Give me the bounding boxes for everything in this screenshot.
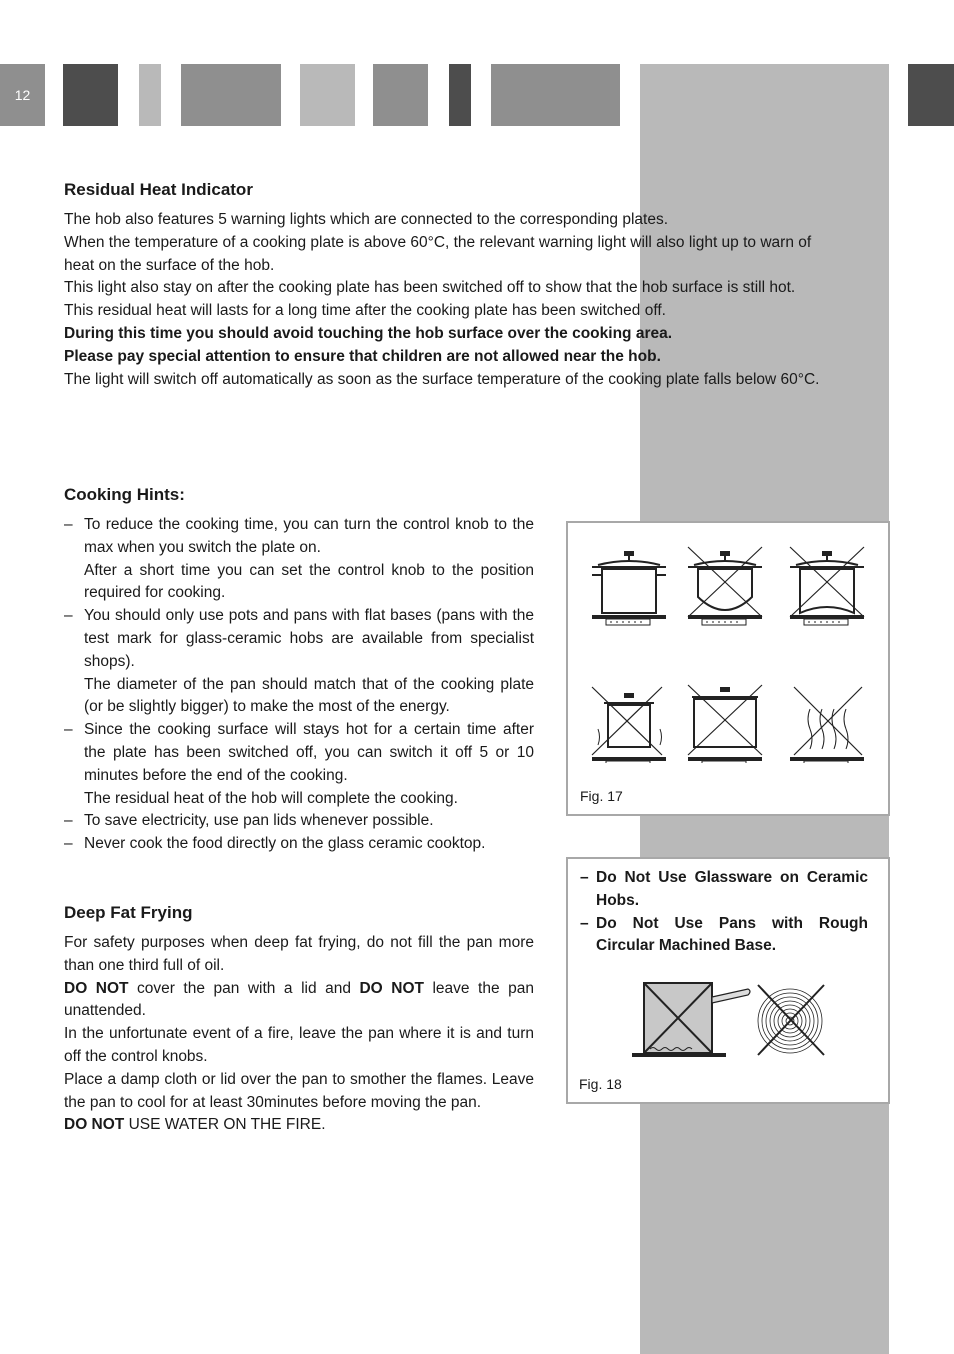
deep-fat-frying-text bbox=[64, 932, 534, 1137]
residual-warning-2: Please pay special attention to ensure that children are not allowed near the hob. bbox=[64, 347, 661, 365]
frying-p2: DO NOT cover the pan with a lid and DO NOT leave the pan unattended. bbox=[64, 979, 534, 1020]
figure-17 bbox=[566, 521, 890, 816]
correct-pan-icon bbox=[592, 551, 666, 625]
residual-p3: This light also stay on after the cooking plate has been switched off to show that the hob surface is still hot. bbox=[64, 279, 796, 297]
warning-item: – Do Not Use Glassware on Ceramic Hobs. bbox=[580, 869, 868, 909]
concave-base-pan-crossed-icon bbox=[790, 547, 864, 625]
list-item: – You should only use pots and pans with flat bases (pans with the test mark for glass-ceramic hobs are available from specialist shops). bbox=[64, 607, 534, 670]
small-pan-crossed-icon bbox=[592, 687, 666, 763]
figure-17-caption: Fig. 17 bbox=[580, 788, 623, 804]
header-block bbox=[449, 64, 471, 126]
rounded-base-pan-crossed-icon bbox=[688, 547, 762, 625]
list-item: – To save electricity, use pan lids whenever possible. bbox=[64, 812, 434, 830]
list-item: – Never cook the food directly on the glass ceramic cooktop. bbox=[64, 835, 486, 853]
list-item-continued: After a short time you can set the control knob to the position required for cooking. bbox=[84, 561, 534, 602]
list-item: – To reduce the cooking time, you can turn the control knob to the max when you switch the plate on. bbox=[64, 516, 534, 556]
empty-plate-crossed-icon bbox=[790, 687, 864, 763]
warning-item: – Do Not Use Pans with Rough Circular Machined Base. bbox=[580, 914, 868, 955]
page-number: 12 bbox=[0, 64, 45, 126]
pan-usage-illustration bbox=[568, 523, 888, 763]
residual-heat-text bbox=[64, 209, 829, 391]
residual-heat-heading: Residual Heat Indicator bbox=[64, 180, 253, 199]
header-block bbox=[63, 64, 118, 126]
residual-p4: This residual heat will lasts for a long time after the cooking plate has been switched off. bbox=[64, 302, 666, 320]
header-block bbox=[300, 64, 355, 126]
cooking-hints-list bbox=[64, 514, 534, 856]
residual-p1: The hob also features 5 warning lights which are connected to the corresponding plates. bbox=[64, 211, 669, 228]
deep-fat-frying-heading: Deep Fat Frying bbox=[64, 903, 193, 922]
frying-p1: For safety purposes when deep fat frying, do not fill the pan more than one third full of oil. bbox=[64, 934, 534, 974]
header-block bbox=[908, 64, 954, 126]
header-block bbox=[373, 64, 428, 126]
large-pan-crossed-icon bbox=[688, 685, 762, 763]
figure-18-warnings bbox=[580, 867, 868, 958]
header-block bbox=[491, 64, 620, 126]
frying-p4: Place a damp cloth or lid over the pan to smother the flames. Leave the pan to cool for at least 30minutes before moving the pan. bbox=[64, 1070, 534, 1111]
list-item-continued: The residual heat of the hob will complete the cooking. bbox=[84, 789, 458, 807]
cooking-hints-heading: Cooking Hints: bbox=[64, 485, 185, 504]
list-item: – Since the cooking surface will stays hot for a certain time after the plate has been switched off, you can switch it off 5 or 10 minutes before the end of the cooking. bbox=[64, 721, 534, 784]
residual-p5: The light will switch off automatically as soon as the surface temperature of the cooking plate falls below 60°C. bbox=[64, 370, 820, 388]
list-item-continued: The diameter of the pan should match that of the cooking plate (or be slightly bigger) to make the most of the energy. bbox=[84, 675, 534, 716]
figure-18-caption: Fig. 18 bbox=[579, 1076, 622, 1092]
glassware-and-rough-base-illustration bbox=[630, 979, 830, 1059]
residual-warning-1: During this time you should avoid touching the hob surface over the cooking area. bbox=[64, 324, 673, 342]
residual-p2: When the temperature of a cooking plate is above 60°C, the relevant warning light will also light up to warn of heat on the surface of the hob. bbox=[64, 233, 812, 274]
header-block bbox=[139, 64, 161, 126]
header-block bbox=[181, 64, 281, 126]
frying-p5: DO NOT USE WATER ON THE FIRE. bbox=[64, 1116, 326, 1134]
frying-p3: In the unfortunate event of a fire, leave the pan where it is and turn off the control knobs. bbox=[64, 1025, 534, 1065]
